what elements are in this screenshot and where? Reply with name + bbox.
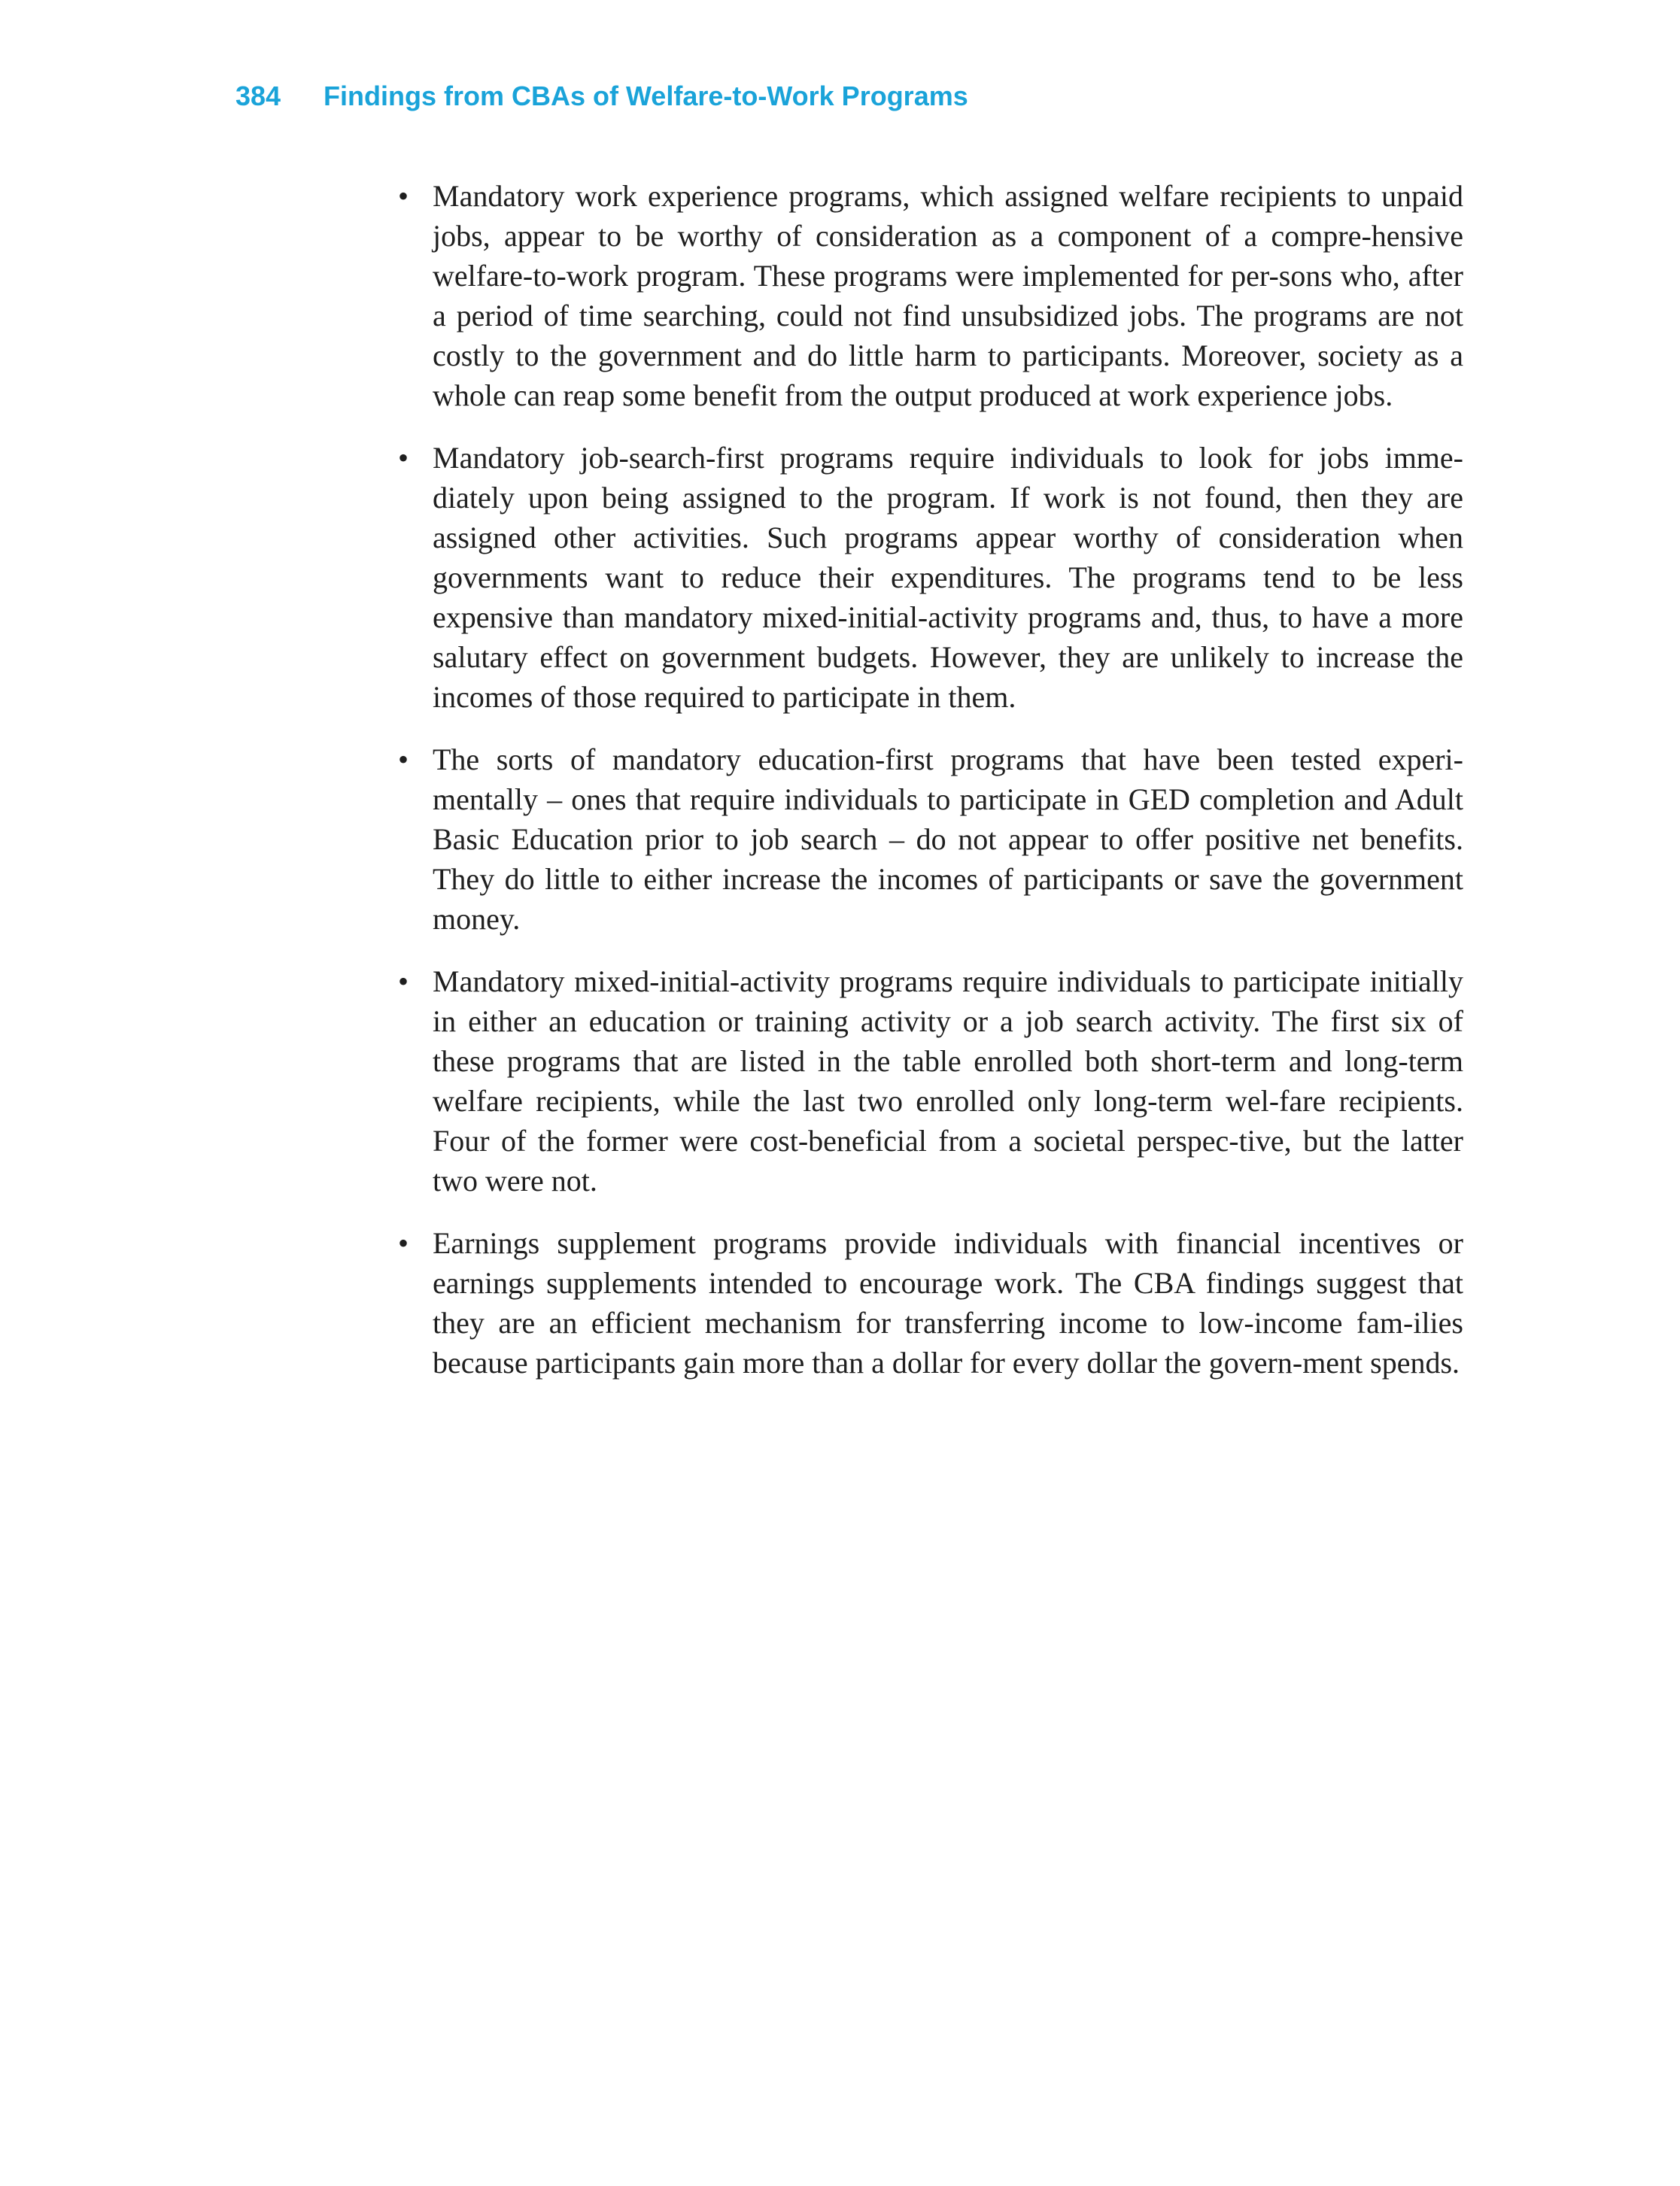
list-item [398, 176, 1463, 415]
bullet-icon: • [398, 964, 409, 998]
bullet-icon: • [398, 179, 409, 213]
list-item-text: Earnings supplement programs provide individuals with financial incentives or earnings supplements intended to encourage work. The CBA findings suggest that they are an efficient mechanism for transferring income to low-income fam-ilies because participants gain more than a dollar for every dollar the govern-ment spends. [433, 1226, 1463, 1380]
page-number: 384 [235, 80, 281, 111]
list-item-text: Mandatory work experience programs, which assigned welfare recipients to unpaid jobs, appear to be worthy of consideration as a component of a compre-hensive welfare-to-work program. These programs were implemented for per-sons who, after a period of time searching, could not find unsubsidized jobs. The programs are not costly to the government and do little harm to participants. Moreover, society as a whole can reap some benefit from the output produced at work experience jobs. [433, 179, 1463, 412]
bullet-icon: • [398, 742, 409, 776]
list-item [398, 1223, 1463, 1383]
list-item [398, 739, 1463, 939]
list-item-text: Mandatory job-search-first programs require individuals to look for jobs imme-diately upon being assigned to the program. If work is not found, then they are assigned other activities. Such programs appear worthy of consideration when governments want to reduce their expenditures. The programs tend to be less expensive than mandatory mixed-initial-activity programs and, thus, to have a more salutary effect on government budgets. However, they are unlikely to increase the incomes of those required to participate in them. [433, 441, 1463, 714]
list-item [398, 961, 1463, 1201]
list-item-text: The sorts of mandatory education-first programs that have been tested experi-mentally – ones that require individuals to participate in GED completion and Adult Basic Education prior to job search – do not appear to offer positive net benefits. They do little to either increase the incomes of participants or save the government money. [433, 742, 1463, 936]
chapter-title: Findings from CBAs of Welfare-to-Work Programs [324, 80, 968, 111]
bullet-icon: • [398, 1226, 409, 1260]
list-item [398, 438, 1463, 717]
running-head [235, 78, 968, 114]
list-item-text: Mandatory mixed-initial-activity programs require individuals to participate initially in either an education or training activity or a job search activity. The first six of these programs that are listed in the table enrolled both short-term and long-term welfare recipients, while the last two enrolled only long-term wel-fare recipients. Four of the former were cost-beneficial from a societal perspec-tive, but the latter two were not. [433, 964, 1463, 1198]
bullet-icon: • [398, 441, 409, 475]
bullet-list [398, 176, 1463, 1405]
